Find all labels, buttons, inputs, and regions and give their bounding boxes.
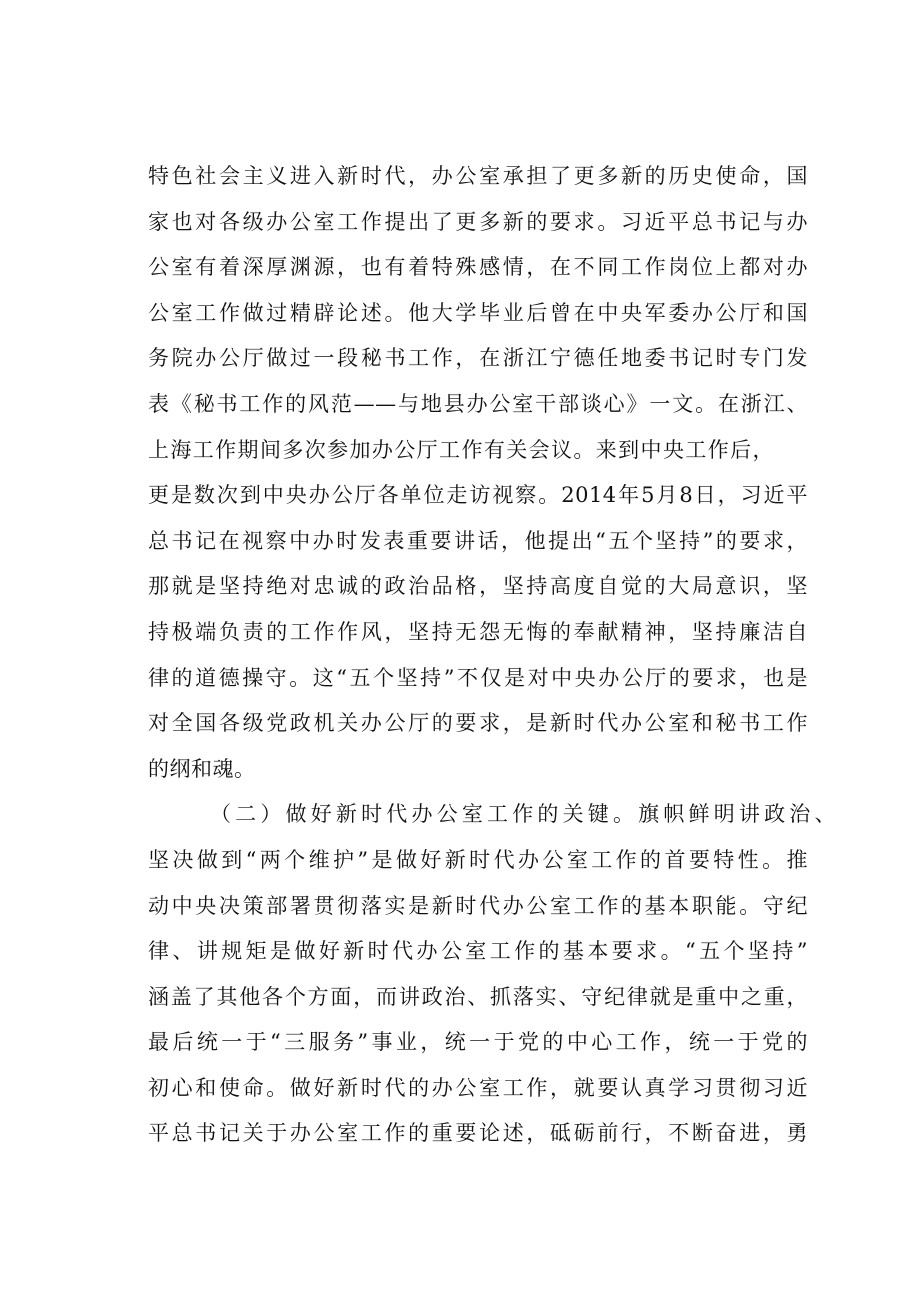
text-line: 上海工作期间多次参加办公厅工作有关会议。来到中央工作后，	[148, 437, 774, 462]
text-line: 最后统一于“三服务”事业，统一于党的中心工作，统一于党的	[148, 1030, 808, 1055]
text-line: 平总书记关于办公室工作的重要论述，砥砺前行，不断奋进，勇	[148, 1121, 808, 1146]
text-line: 动中央决策部署贯彻落实是新时代办公室工作的基本职能。守纪	[148, 893, 808, 918]
text-line: 持极端负责的工作作风，坚持无怨无悔的奉献精神，坚持廉洁自	[148, 619, 808, 644]
text-line: 务院办公厅做过一段秘书工作，在浙江宁德任地委书记时专门发	[148, 346, 808, 371]
text-line: 更是数次到中央办公厅各单位走访视察。2014年5月8日，习近平	[148, 483, 808, 508]
text-line: 公室有着深厚渊源，也有着特殊感情，在不同工作岗位上都对办	[148, 255, 808, 280]
text-line: 律的道德操守。这“五个坚持”不仅是对中央办公厅的要求，也是	[148, 665, 808, 690]
text-line: 总书记在视察中办时发表重要讲话，他提出“五个坚持”的要求，	[148, 528, 808, 553]
body-text	[148, 154, 836, 1157]
section-heading-line: （二）做好新时代办公室工作的关键。旗帜鲜明讲政治、	[210, 802, 836, 827]
text-line: 家也对各级办公室工作提出了更多新的要求。习近平总书记与办	[148, 209, 808, 234]
text-line: 的纲和魂。	[148, 756, 256, 781]
text-line: 律、讲规矩是做好新时代办公室工作的基本要求。“五个坚持”	[148, 939, 808, 964]
text-line: 表《秘书工作的风范——与地县办公室干部谈心》一文。在浙江、	[148, 391, 808, 416]
text-line: 特色社会主义进入新时代，办公室承担了更多新的历史使命，国	[148, 164, 808, 188]
text-line: 坚决做到“两个维护”是做好新时代办公室工作的首要特性。推	[148, 847, 808, 872]
text-line: 对全国各级党政机关办公厅的要求，是新时代办公室和秘书工作	[148, 711, 808, 736]
text-line: 初心和使命。做好新时代的办公室工作，就要认真学习贯彻习近	[148, 1075, 808, 1100]
text-line: 涵盖了其他各个方面，而讲政治、抓落实、守纪律就是重中之重，	[148, 984, 808, 1009]
text-line: 公室工作做过精辟论述。他大学毕业后曾在中央军委办公厅和国	[148, 300, 808, 325]
text-line: 那就是坚持绝对忠诚的政治品格，坚持高度自觉的大局意识，坚	[148, 574, 808, 599]
